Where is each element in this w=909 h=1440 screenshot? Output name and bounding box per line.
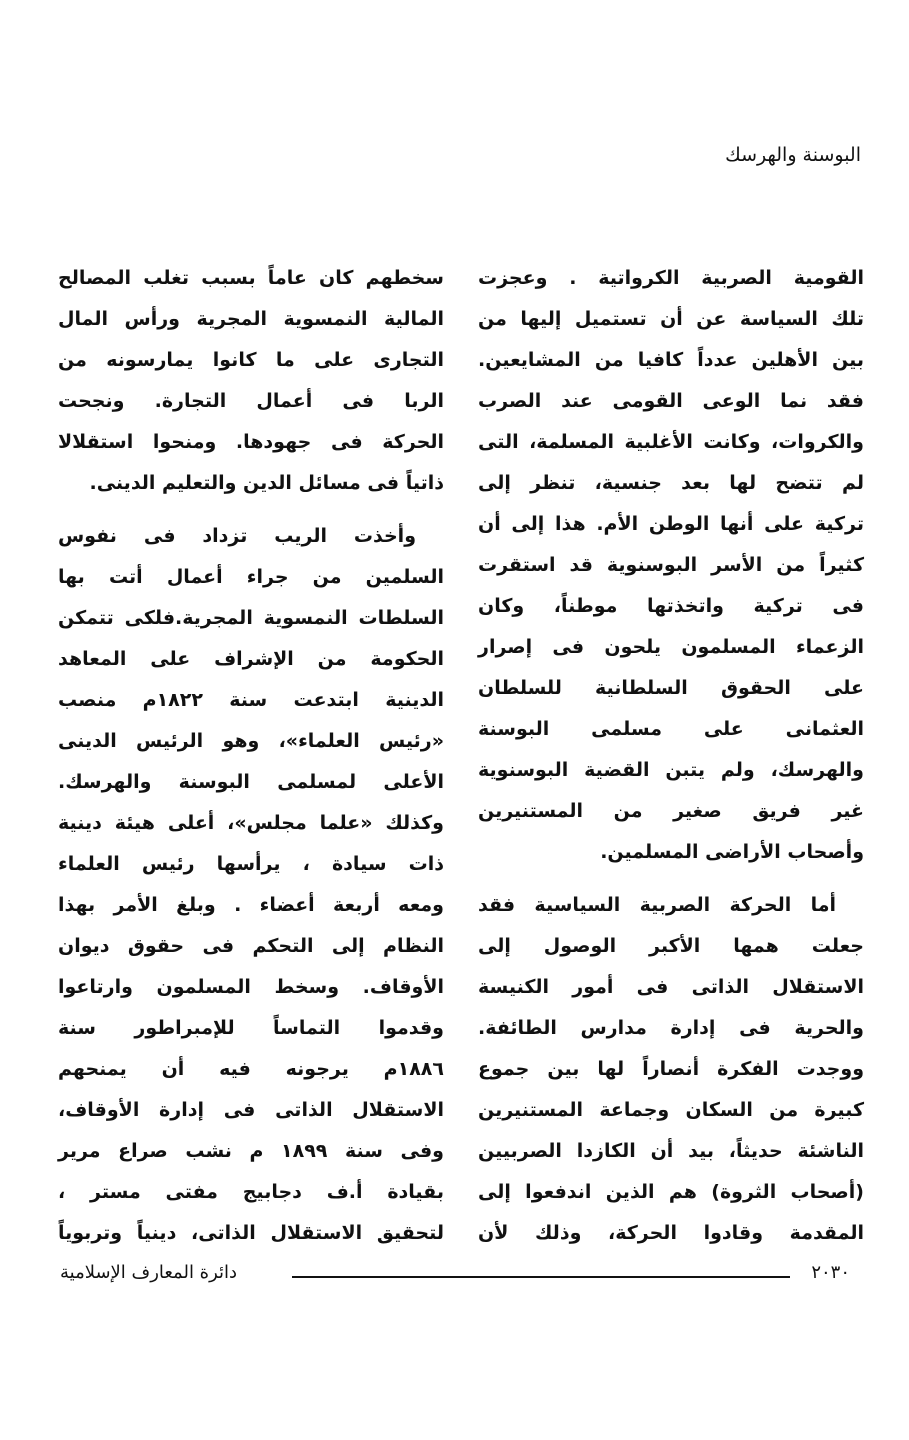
paragraph	[58, 516, 444, 1254]
text-line: الاستقلال الذاتى فى أمور الكنيسة	[478, 976, 864, 998]
text-line: الحكومة من الإشراف على المعاهد	[58, 648, 444, 670]
text-line: جعلت همها الأكبر الوصول إلى	[478, 935, 864, 957]
text-line: وأخذت الريب تزداد فى نفوس	[58, 525, 416, 547]
text-line: بقيادة أ.ف دجابيج مفتى مستر ،	[58, 1181, 444, 1203]
text-line: (أصحاب الثروة) هم الذين اندفعوا إلى	[478, 1181, 864, 1203]
footer-rule	[292, 1276, 790, 1278]
text-line: النظام إلى التحكم فى حقوق ديوان	[58, 935, 444, 957]
text-line: وكذلك «علما مجلس»، أعلى هيئة دينية	[58, 812, 444, 834]
text-line: التجارى على ما كانوا يمارسونه من	[58, 349, 444, 371]
text-line: وقدموا التماساً للإمبراطور سنة	[58, 1017, 444, 1039]
text-line: كثيراً من الأسر البوسنوية قد استقرت	[478, 554, 864, 576]
text-line: لم تتضح لها بعد جنسية، تنظر إلى	[478, 472, 864, 494]
paragraph	[478, 885, 864, 1254]
text-line: الأعلى لمسلمى البوسنة والهرسك.	[58, 771, 444, 793]
left-column	[58, 258, 444, 1266]
text-line: ١٨٨٦م يرجونه فيه أن يمنحهم	[58, 1058, 444, 1080]
publication-title: دائرة المعارف الإسلامية	[60, 1262, 238, 1283]
text-line: على الحقوق السلطانية للسلطان	[478, 677, 864, 699]
right-column	[478, 258, 864, 1266]
text-line: ومعه أربعة أعضاء . وبلغ الأمر بهذا	[58, 894, 444, 916]
text-line: ووجدت الفكرة أنصاراً لها بين جموع	[478, 1058, 864, 1080]
text-line: العثمانى على مسلمى البوسنة	[478, 718, 864, 740]
text-line: والحرية فى إدارة مدارس الطائفة.	[478, 1017, 864, 1039]
paragraph	[58, 258, 444, 504]
text-line: لتحقيق الاستقلال الذاتى، دينياً وتربوياً	[58, 1222, 444, 1244]
text-line: الدينية ابتدعت سنة ١٨٢٢م منصب	[58, 689, 444, 711]
text-line: الناشئة حديثاً، بيد أن الكازدا الصربيين	[478, 1140, 864, 1162]
text-line: المالية النمسوية المجرية ورأس المال	[58, 308, 444, 330]
text-line: كبيرة من السكان وجماعة المستنيرين	[478, 1099, 864, 1121]
text-line: بين الأهلين عدداً كافيا من المشايعين.	[478, 349, 864, 371]
text-line: السلمين من جراء أعمال أتت بها	[58, 566, 444, 588]
page-number: ٢٠٣٠	[811, 1262, 850, 1283]
text-line: والهرسك، ولم يتبن القضية البوسنوية	[478, 759, 864, 781]
text-line: الاستقلال الذاتى فى إدارة الأوقاف،	[58, 1099, 444, 1121]
text-line: أما الحركة الصربية السياسية فقد	[478, 894, 836, 916]
text-line: سخطهم كان عاماً بسبب تغلب المصالح	[58, 267, 444, 289]
text-line: ذات سيادة ، يرأسها رئيس العلماء	[58, 853, 444, 875]
page-footer	[60, 1262, 850, 1292]
text-line: وأصحاب الأراضى المسلمين.	[600, 841, 864, 863]
text-line: ذاتياً فى مسائل الدين والتعليم الدينى.	[89, 472, 444, 494]
text-line: فى تركية واتخذتها موطناً، وكان	[478, 595, 864, 617]
running-header: البوسنة والهرسك	[725, 144, 861, 166]
text-line: وفى سنة ١٨٩٩ م نشب صراع مرير	[58, 1140, 444, 1162]
text-line: الأوقاف. وسخط المسلمون وارتاعوا	[58, 976, 444, 998]
paragraph	[478, 258, 864, 873]
text-line: غير فريق صغير من المستنيرين	[478, 800, 864, 822]
text-line: السلطات النمسوية المجرية.فلكى تتمكن	[58, 607, 444, 629]
text-line: والكروات، وكانت الأغلبية المسلمة، التى	[478, 431, 864, 453]
text-line: القومية الصربية الكرواتية . وعجزت	[478, 267, 864, 289]
text-line: الحركة فى جهودها. ومنحوا استقلالا	[58, 431, 444, 453]
text-line: تركية على أنها الوطن الأم. هذا إلى أن	[478, 513, 864, 535]
text-line: الربا فى أعمال التجارة. ونجحت	[58, 390, 444, 412]
text-line: المقدمة وقادوا الحركة، وذلك لأن	[478, 1222, 864, 1244]
text-line: فقد نما الوعى القومى عند الصرب	[478, 390, 864, 412]
text-line: تلك السياسة عن أن تستميل إليها من	[478, 308, 864, 330]
text-line: الزعماء المسلمون يلحون فى إصرار	[478, 636, 864, 658]
text-line: «رئيس العلماء»، وهو الرئيس الدينى	[58, 730, 444, 752]
